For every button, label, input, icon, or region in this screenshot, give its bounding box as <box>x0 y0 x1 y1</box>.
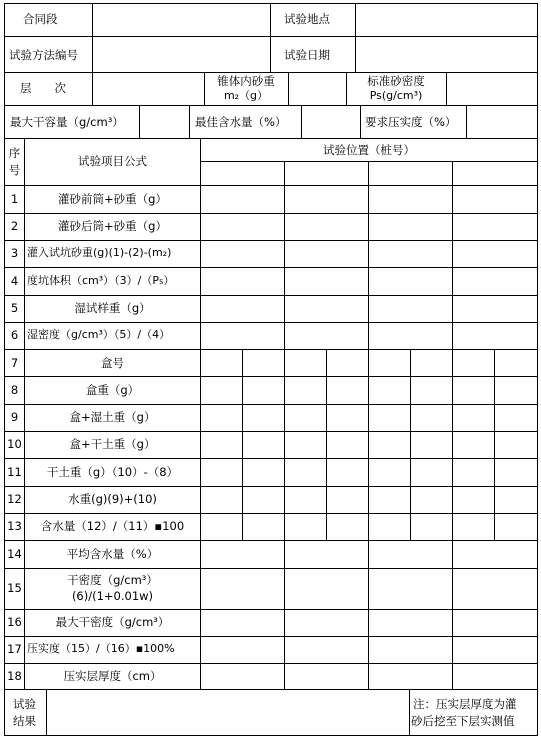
divider <box>242 349 243 540</box>
divider <box>4 213 538 214</box>
divider <box>92 3 93 72</box>
method-number-label: 试验方法编号 <box>9 48 78 62</box>
row-item: 盒重（g） <box>85 383 140 397</box>
divider <box>4 486 538 487</box>
contract-section-label: 合同段 <box>23 12 58 26</box>
max-dry-density-label: 最大干容量（g/cm³） <box>10 115 124 129</box>
divider <box>200 161 538 162</box>
divider <box>4 72 538 73</box>
row-number: 10 <box>7 437 22 451</box>
row-number: 12 <box>7 492 22 506</box>
row-item: 干密度（g/cm³） <box>67 573 158 587</box>
row-item: 湿密度（g/cm³）（5）/（4） <box>27 328 171 341</box>
row-item: (6)/(1+0.01w) <box>71 589 154 603</box>
divider <box>4 609 538 610</box>
divider <box>494 349 495 540</box>
row-item: 平均含水量（%） <box>66 547 159 561</box>
divider <box>4 689 538 690</box>
divider <box>139 105 140 138</box>
row-number: 3 <box>10 246 19 260</box>
divider <box>4 376 538 377</box>
divider <box>409 689 410 736</box>
required-compaction-label: 要求压实度（%） <box>365 115 457 129</box>
row-number: 18 <box>7 669 22 683</box>
test-record-form <box>4 3 538 736</box>
border-bottom <box>4 735 538 736</box>
row-number: 1 <box>10 192 19 206</box>
divider <box>452 540 453 689</box>
divider <box>301 105 302 138</box>
footer-note: 砂后挖至下层实测值 <box>411 714 515 728</box>
divider <box>4 636 538 637</box>
divider <box>4 185 538 186</box>
row-item: 度坑体积（cm³）（3）/（P₅） <box>27 274 175 287</box>
layer-label: 层 次 <box>20 81 66 95</box>
row-number: 8 <box>10 383 19 397</box>
row-item: 盒+干土重（g） <box>69 437 156 451</box>
footer-note: 注：压实层厚度为灌 <box>413 697 517 711</box>
border-right <box>537 3 538 736</box>
row-number: 15 <box>7 581 22 595</box>
row-number: 17 <box>7 642 22 656</box>
divider <box>189 105 190 138</box>
divider <box>284 349 285 540</box>
divider <box>270 3 271 72</box>
test-result-label: 试验 <box>13 697 36 711</box>
divider <box>4 663 538 664</box>
divider <box>284 161 285 349</box>
divider <box>200 138 201 689</box>
row-number: 14 <box>7 547 22 561</box>
divider <box>4 568 538 569</box>
test-date-label: 试验日期 <box>284 48 330 62</box>
row-item: 压实层厚度（cm） <box>63 669 162 683</box>
divider <box>4 36 538 37</box>
divider <box>368 349 369 540</box>
divider <box>4 240 538 241</box>
row-number: 9 <box>10 410 19 424</box>
divider <box>355 3 356 72</box>
test-location-label: 试验地点 <box>284 12 330 26</box>
test-result-label: 结果 <box>13 714 36 728</box>
row-item: 最大干密度（g/cm³） <box>55 615 170 629</box>
row-number: 16 <box>7 615 22 629</box>
row-number: 4 <box>10 274 19 288</box>
row-item: 湿试样重（g） <box>74 301 151 315</box>
cone-sand-weight-unit: m₂（g） <box>223 89 269 102</box>
seq-header: 号 <box>8 163 21 177</box>
item-header: 试验项目公式 <box>78 154 147 168</box>
divider <box>4 513 538 514</box>
divider <box>4 458 538 459</box>
divider <box>410 349 411 540</box>
row-number: 7 <box>10 356 19 370</box>
optimum-moisture-label: 最佳含水量（%） <box>195 115 287 129</box>
row-number: 5 <box>10 301 19 315</box>
divider <box>368 540 369 689</box>
divider <box>452 349 453 540</box>
border-top <box>4 3 538 4</box>
divider <box>46 689 47 736</box>
divider <box>288 72 289 105</box>
position-header: 试验位置（桩号） <box>323 143 415 157</box>
row-item: 灌砂前筒+砂重（g） <box>58 192 167 206</box>
divider <box>4 322 538 323</box>
row-number: 2 <box>10 219 19 233</box>
divider <box>4 105 538 106</box>
divider <box>4 138 538 139</box>
divider <box>92 72 93 105</box>
row-number: 13 <box>7 519 22 533</box>
divider <box>446 72 447 105</box>
divider <box>4 404 538 405</box>
standard-sand-density-label: 标准砂密度 <box>367 74 425 88</box>
divider <box>4 349 538 350</box>
cone-sand-weight-label: 锥体内砂重 <box>217 74 275 88</box>
divider <box>368 161 369 349</box>
divider <box>4 267 538 268</box>
row-item: 盒号 <box>101 356 124 370</box>
row-number: 6 <box>10 328 19 342</box>
divider <box>4 431 538 432</box>
seq-header: 序 <box>8 146 21 160</box>
row-item: 干土重（g）（10）-（8） <box>46 465 179 479</box>
row-item: 水重(g)(9)+(10) <box>68 492 157 506</box>
divider <box>326 349 327 540</box>
row-item: 压实度（15）/（16）▪100% <box>27 642 175 655</box>
row-item: 灌入试坑砂重(g)(1)-(2)-(m₂) <box>27 246 172 259</box>
row-item: 盒+湿土重（g） <box>69 410 156 424</box>
row-item: 灌砂后筒+砂重（g） <box>58 219 167 233</box>
row-number: 11 <box>7 465 22 479</box>
divider <box>284 540 285 689</box>
divider <box>360 105 361 138</box>
divider <box>452 161 453 349</box>
divider <box>466 105 467 138</box>
standard-sand-density-unit: Ps(g/cm³) <box>369 89 423 102</box>
row-item: 含水量（12）/（11）▪100 <box>40 519 185 533</box>
divider <box>4 540 538 541</box>
divider <box>4 295 538 296</box>
